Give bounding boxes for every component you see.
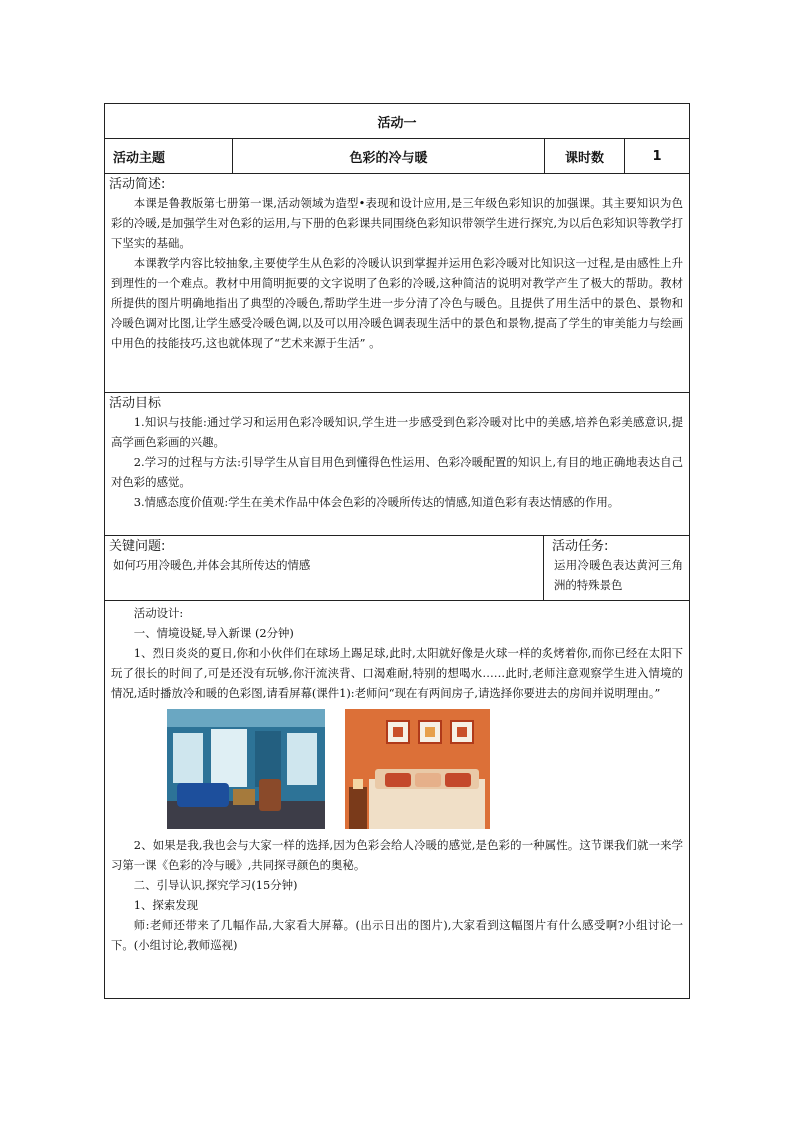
goals-section <box>105 393 690 536</box>
key-problem-text: 如何巧用冷暖色,并体会其所传达的情感 <box>113 558 311 572</box>
section-1-paragraph-2: 2、如果是我,我也会与大家一样的选择,因为色彩会给人冷暖的感觉,是色彩的一种属性。这节课我们就一来学习第一课《色彩的冷与暖》,共同探寻颜色的奥秘。 <box>111 838 684 872</box>
warm-room-image <box>345 709 490 829</box>
intro-paragraph-1: 本课是鲁教版第七册第一课,活动领域为造型•表现和设计应用,是三年级色彩知识的加强课。其主要知识为色彩的冷暖,是加强学生对色彩的运用,与下册的色彩课共同围绕色彩知识带领学生进行探究,为以后色彩知识等教学打下坚实的基础。 <box>111 196 684 250</box>
warm-room-illustration <box>345 709 490 829</box>
task-cell <box>544 536 690 601</box>
task-text: 运用冷暖色表达黄河三角洲的特殊景色 <box>554 558 684 592</box>
section-1-paragraph-1: 1、烈日炎炎的夏日,你和小伙伴们在球场上踢足球,此时,太阳就好像是火球一样的炙烤着你,而你已经在太阳下玩了很长的时间了,可是还没有玩够,你汗流浃背、口渴难耐,特别的想喝水……此时,老师注意观察学生进入情境的情况,适时播放冷和暖的色彩图,请看屏幕(课件1):老师问“现在有两间房子,请选择你要进去的房间并说明理由。” <box>111 646 684 700</box>
task-label: 活动任务: <box>552 539 609 554</box>
key-problem-label: 关键问题: <box>109 539 166 554</box>
hours-value: 1 <box>625 139 690 174</box>
design-label: 活动设计: <box>133 606 184 620</box>
cool-room-illustration <box>167 709 325 829</box>
activity-title: 活动一 <box>105 104 690 139</box>
goal-2: 2.学习的过程与方法:引导学生从盲目用色到懂得色性运用、色彩冷暖配置的知识上,有目的地正确地表达自己对色彩的感觉。 <box>111 455 684 489</box>
goal-1: 1.知识与技能:通过学习和运用色彩冷暖知识,学生进一步感受到色彩冷暖对比中的美感,培养色彩美感意识,提高学画色彩画的兴趣。 <box>111 415 684 449</box>
section-1-title: 一、情境设疑,导入新课 (2分钟) <box>133 626 294 640</box>
intro-label: 活动简述: <box>109 177 166 192</box>
key-problem-cell <box>105 536 544 601</box>
section-2-paragraph-1: 师:老师还带来了几幅作品,大家看大屏幕。(出示日出的图片),大家看到这幅图片有什么感受啊?小组讨论一下。(小组讨论,教师巡视) <box>111 918 684 952</box>
design-section <box>105 601 690 999</box>
theme-label: 活动主题 <box>105 139 233 174</box>
cool-room-image <box>167 709 325 829</box>
intro-section <box>105 174 690 393</box>
section-2-subtitle: 1、探索发现 <box>133 898 198 912</box>
goals-label: 活动目标 <box>109 396 162 411</box>
hours-label: 课时数 <box>545 139 625 174</box>
section-2-title: 二、引导认识,探究学习(15分钟) <box>133 878 298 892</box>
intro-paragraph-2: 本课教学内容比较抽象,主要使学生从色彩的冷暖认识到掌握并运用色彩冷暖对比知识这一过程,是由感性上升到理性的一个难点。教材中用简明扼要的文字说明了色彩的冷暖,这种简洁的说明对教学产生了极大的帮助。教材所提供的图片明确地指出了典型的冷暖色,帮助学生进一步分清了冷色与暖色。且提供了用生活中的景色、景物和冷暖色调对比图,让学生感受冷暖色调,以及可以用冷暖色调表现生活中的景色和景物,提高了学生的审美能力与绘画中用色的技能技巧,这也就体现了“艺术来源于生活” 。 <box>111 256 684 350</box>
room-images <box>167 709 689 829</box>
lesson-table <box>104 103 690 999</box>
theme-value: 色彩的冷与暖 <box>233 139 545 174</box>
goal-3: 3.情感态度价值观:学生在美术作品中体会色彩的冷暖所传达的情感,知道色彩有表达情感的作用。 <box>133 495 620 509</box>
